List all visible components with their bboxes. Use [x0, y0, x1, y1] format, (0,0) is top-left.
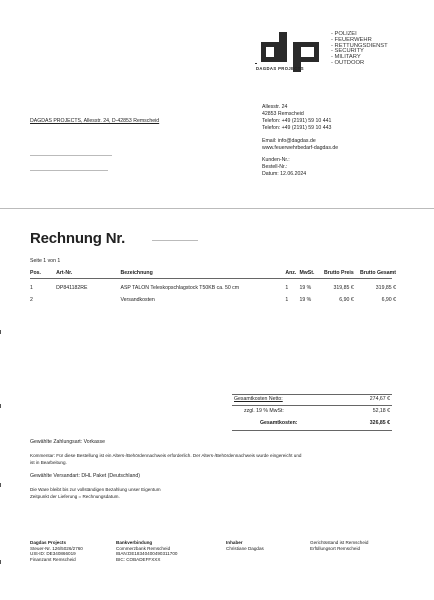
footer-bank-name: Commerzbank Remscheid: [116, 545, 171, 551]
cell-description: Versandkosten: [120, 297, 155, 303]
scan-edge-mark: [0, 560, 1, 564]
contact-email: Email: info@dagdas.de: [262, 138, 316, 144]
cell-vat: 19 %: [299, 297, 312, 303]
scan-artifact-line: [0, 208, 434, 209]
comment-line-1: Kommentar: Für diese Bestellung ist ein Alters-/Behördennachweis erforderlich. Der Alters-/Behördennachweis wurde eingereicht und: [30, 453, 302, 458]
cell-art-nr: DP841182RE: [56, 285, 88, 291]
footer-jurisdiction-line: Gerichtsstand ist Remscheid: [310, 540, 369, 545]
vat-label: zzgl. 19 % MwSt:: [244, 408, 284, 414]
invoice-date: Datum: 12.06.2024: [262, 171, 307, 177]
category-item: - POLIZEI: [331, 31, 357, 37]
cell-total: 319,85 €: [375, 285, 396, 291]
net-total-value: 274,67 €: [369, 396, 390, 402]
footer-vat-id: USt-ID: DE340866019: [30, 551, 76, 557]
footer-bank: [116, 540, 177, 562]
footer-fulfillment-line: Erfüllungsort Remscheid: [310, 545, 361, 551]
contact-phone: Telefon: +49 (2191) 59 10 441: [262, 118, 332, 124]
col-header-pos: Pos.: [30, 270, 41, 276]
footer-owner-name: Christiane Dagdas: [226, 545, 264, 551]
footer-company: [30, 540, 83, 562]
col-header-vat: MwSt.: [299, 270, 315, 276]
cell-pos: 1: [30, 285, 33, 291]
footer-tax-office: Finanzamt Remscheid: [30, 556, 76, 562]
col-header-art-nr: Art-Nr.: [56, 270, 73, 276]
category-list: [331, 32, 388, 67]
col-header-description: Bezeichnung: [120, 270, 153, 276]
customer-number-label: Kunden-Nr.:: [262, 157, 290, 163]
cell-unit-price: 319,85 €: [333, 285, 354, 291]
ownership-note-2: Zeitpunkt der Lieferung = Rechnungsdatum.: [30, 494, 120, 499]
footer-owner: [226, 540, 264, 551]
scan-edge-mark: [0, 330, 1, 334]
category-item: - MILITARY: [331, 54, 361, 61]
address-placeholder-line: [30, 155, 112, 156]
footer-tax-number: Steuer-Nr. 126/5026/2760: [30, 545, 83, 551]
logo-name: DAGDAS PROJECTS: [256, 66, 304, 71]
category-item: - FEUERWEHR: [331, 36, 372, 43]
footer-bank-heading: Bankverbindung: [116, 540, 153, 545]
footer-bic: BIC: COBADEFFXXX: [116, 556, 161, 562]
contact-city: 42853 Remscheid: [262, 111, 304, 117]
table-row: [30, 278, 396, 293]
table-header-row: [30, 268, 396, 278]
cell-art-nr: [56, 293, 120, 307]
footer-iban: IBAN:DE18340400490311700: [116, 551, 178, 557]
totals-rule: [232, 405, 392, 406]
col-header-qty: Anz.: [285, 270, 297, 276]
cell-vat: 19 %: [299, 285, 312, 291]
scan-edge-mark: [0, 483, 1, 487]
cell-total: 6,90 €: [381, 297, 396, 303]
gross-total-label: Gesamtkosten:: [260, 420, 298, 426]
cell-qty: 1: [285, 285, 289, 291]
contact-website: www.feuerwehrbedarf-dagdas.de: [262, 145, 339, 151]
invoice-number-redacted: [152, 240, 198, 241]
comment-line-2: ist in Bearbeitung.: [30, 460, 67, 465]
col-header-total: Brutto Gesamt: [359, 270, 396, 276]
footer-jurisdiction: [310, 540, 368, 551]
col-header-unit-price: Brutto Preis: [324, 270, 354, 276]
category-item: - OUTDOOR: [331, 59, 365, 66]
contact-phone-2: Telefon: +49 (2191) 59 10 443: [262, 125, 332, 131]
net-total-label: Gesamtkosten Netto:: [234, 396, 283, 402]
gross-total-value: 326,85 €: [369, 420, 390, 426]
vat-value: 52,18 €: [372, 408, 390, 414]
cell-description: ASP TALON Teleskopschlagstock T50KB ca. 50 cm: [120, 285, 240, 291]
sender-address-line: DAGDAS PROJECTS, Allesstr. 24, D-42853 Remscheid: [30, 118, 160, 124]
contact-street: Allesstr. 24: [262, 104, 288, 110]
cell-pos: 2: [30, 297, 33, 303]
ownership-note-1: Die Ware bleibt bis zur vollständigen Bezahlung unser Eigentum: [30, 487, 161, 492]
category-item: - RETTUNGSDIENST: [331, 42, 388, 49]
footer-company-heading: Dagdas Projects: [30, 540, 66, 545]
scan-edge-mark: [0, 404, 1, 408]
page-info: Seite 1 von 1: [30, 258, 61, 264]
items-table: [30, 268, 396, 307]
category-item: - SECURITY: [331, 48, 364, 55]
cell-qty: 1: [285, 297, 289, 303]
footer-owner-heading: Inhaber: [226, 540, 243, 545]
invoice-title: Rechnung Nr.: [30, 230, 126, 247]
payment-method: Gewählte Zahlungsart: Vorkasse: [30, 439, 105, 445]
totals-top-rule: [232, 394, 392, 395]
order-number-label: Bestell-Nr.:: [262, 164, 288, 170]
shipping-method: Gewählte Versandart: DHL Paket (Deutschland): [30, 473, 140, 479]
table-row: [30, 293, 396, 307]
totals-bottom-rule: [232, 430, 392, 431]
address-placeholder-line: [30, 170, 108, 171]
cell-unit-price: 6,90 €: [339, 297, 354, 303]
